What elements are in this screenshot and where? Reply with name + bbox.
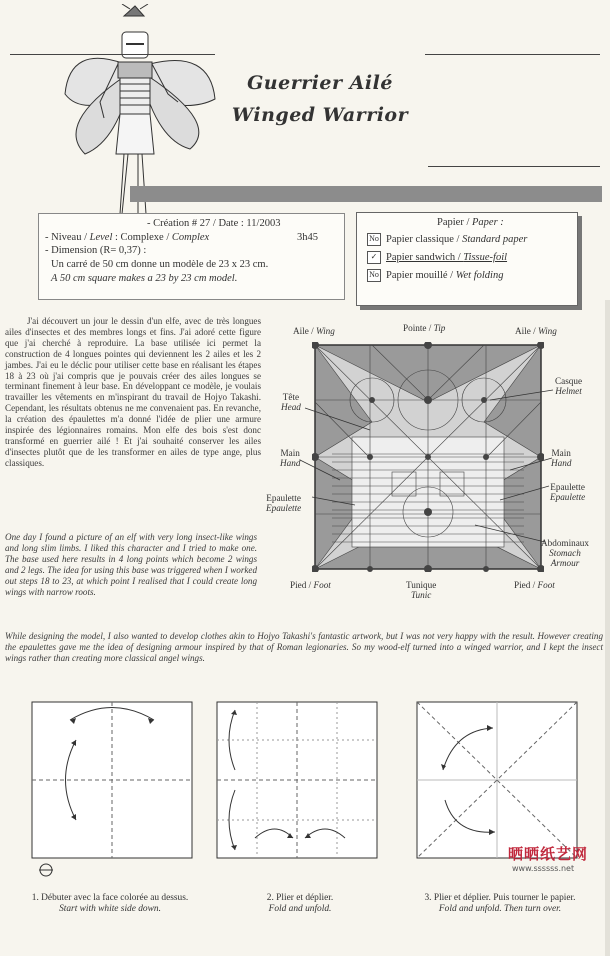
label-wing-right-en: Wing — [537, 326, 557, 336]
label-wing-left-fr: Aile / — [293, 326, 316, 336]
dimension-fr: Un carré de 50 cm donne un modèle de 23 x 23 cm. — [51, 259, 269, 270]
step-3-diagram — [415, 700, 580, 860]
turn-over-icon — [38, 862, 54, 878]
label-epaulette-right-en: Epaulette — [550, 492, 586, 502]
paper-option-wet — [367, 269, 503, 282]
description-french: J'ai découvert un jour le dessin d'un elfe, avec de très longues ailes d'insectes et des membres longs et fins. J'ai adoré cette figure que j'ai cherché à reproduire. La base utilisée ici permet la construction de 4 longues pointes qui deviennent les 2 ailes et les 2 jambes. J'ai eu le déclic pour utiliser cette base en réalisant les étapes 18 à 23 où j'ai compris que je pouvais créer des ailes longues se terminant finement à leur base. En développant ce modèle, je voulais travailler les vêtements en m'inspirant du travail de Hojyo Takashi. Cependant, les résultats obtenus ne me convenaient pas. En revanche, la création des épaulettes m'a donné l'idée de plier une armure inspirée des légionnaires romains. Mon elfe des bois s'est donc transformé en guerrier ailé ! Et j'ai souhaité conserver les ailes d'insectes plutôt que de les transformer en ailes de type ange, plus classiques. — [5, 316, 261, 468]
paper-tissue-check-icon: ✓ — [367, 251, 381, 264]
step-2-diagram — [215, 700, 380, 860]
label-epaulette-left-fr: Epaulette — [266, 493, 301, 503]
step-3-fr: 3. Plier et déplier. Puis tourner le papier. — [424, 893, 576, 903]
label-hand-left-fr: Main — [280, 448, 300, 458]
label-foot-left-en: Foot — [313, 580, 331, 590]
step-2-fr: 2. Plier et déplier. — [266, 893, 334, 903]
label-hand-right-en: Hand — [551, 458, 572, 468]
creation-line: - Création # 27 / Date : 11/2003 — [147, 218, 281, 229]
label-tip-fr: Pointe / — [403, 323, 434, 333]
label-hand-right — [551, 448, 571, 468]
label-hand-left-en: Hand — [280, 458, 301, 468]
label-tunic-fr: Tunique — [406, 580, 437, 590]
paper-tissue-fr: Papier sandwich / — [386, 251, 464, 263]
paper-header — [437, 217, 504, 228]
top-rule-right — [425, 54, 600, 55]
description-english-continued: While designing the model, I also wanted to develop clothes akin to Hojyo Takashi's fantastic artwork, but I was not very happy with the result. However creating the epaulettes gave me the idea of designing armour inspired by that of Roman legionaries. So my wood-elf turned into a winged warrior, and I kept the insect wings rather than creating more classical angel wings. — [5, 631, 603, 663]
label-helmet-en: Helmet — [555, 386, 582, 396]
level-value: : Complexe / — [112, 232, 172, 243]
label-abdominaux-en: Stomach — [549, 548, 581, 558]
dimension-en: A 50 cm square makes a 23 by 23 cm model. — [51, 273, 238, 284]
crease-pattern-leaders — [260, 320, 610, 620]
step-2-caption — [220, 893, 380, 915]
step-2-en: Fold and unfold. — [268, 904, 332, 914]
step-1-fr: 1. Débuter avec la face colorée au dessus. — [31, 893, 189, 903]
paper-standard-en: Standard paper — [462, 233, 528, 245]
label-tunic-en: Tunic — [410, 590, 432, 600]
description-english: One day I found a picture of an elf with very long insect-like wings and long slim limbs. I liked this character and I tried to make one. The base used here results in 4 long points which become 2 wings and 2 legs. The idea for using this base was triggered when I worked out steps 18 to 23, at which point I realised that I could create long wings with narrow roots. — [5, 532, 257, 597]
label-tip-en: Tip — [433, 323, 446, 333]
level-line — [45, 231, 209, 244]
label-helmet-fr: Casque — [555, 376, 583, 386]
label-wing-left-en: Wing — [315, 326, 335, 336]
label-abdominaux-fr: Abdominaux — [541, 538, 589, 548]
paper-tissue-en: Tissue-foil — [463, 251, 508, 263]
label-head-en: Head — [281, 402, 301, 412]
step-1-caption — [20, 893, 200, 915]
model-info-box — [38, 213, 345, 300]
paper-header-fr: Papier / — [437, 217, 472, 228]
step-3-caption — [410, 893, 590, 915]
label-tip — [403, 323, 445, 333]
label-wing-right-fr: Aile / — [515, 326, 538, 336]
label-wing-left — [293, 326, 335, 336]
page-edge — [605, 300, 610, 956]
label-abdominaux — [541, 538, 589, 568]
step-3-en: Fold and unfold. Then turn over. — [438, 904, 562, 914]
level-label: - Niveau / — [45, 232, 90, 243]
label-foot-right — [514, 580, 555, 590]
label-foot-left — [290, 580, 331, 590]
label-foot-right-en: Foot — [537, 580, 555, 590]
title-english: Winged Warrior — [231, 104, 409, 126]
step-1-diagram — [30, 700, 195, 860]
paper-header-en: Paper : — [472, 217, 504, 228]
label-helmet — [555, 376, 582, 396]
label-epaulette-right-fr: Epaulette — [550, 482, 585, 492]
header-bar — [130, 186, 602, 202]
paper-wet-mark: No — [367, 269, 381, 282]
level-label-en: Level — [89, 232, 113, 243]
step-1-en: Start with white side down. — [59, 904, 161, 914]
label-foot-left-fr: Pied / — [290, 580, 314, 590]
label-hand-left — [280, 448, 300, 468]
label-epaulette-left — [266, 493, 301, 513]
paper-option-tissue-foil — [367, 251, 507, 264]
label-epaulette-right — [550, 482, 585, 502]
top-rule — [10, 54, 215, 55]
label-head — [281, 392, 301, 412]
label-wing-right — [515, 326, 557, 336]
paper-wet-fr: Papier mouillé / — [386, 269, 456, 281]
paper-wet-en: Wet folding — [455, 269, 504, 281]
label-abdominaux-en2: Armour — [550, 558, 580, 568]
watermark-url: www.ssssss.net — [512, 864, 575, 873]
watermark-logo: 晒晒纸艺网 — [508, 845, 589, 863]
label-hand-right-fr: Main — [551, 448, 571, 458]
time-value: 3h45 — [297, 232, 318, 243]
paper-standard-fr: Papier classique / — [386, 233, 463, 245]
paper-standard-mark: No — [367, 233, 381, 246]
dimension-line: - Dimension (R= 0,37) : — [45, 245, 147, 256]
level-value-en: Complex — [171, 232, 210, 243]
title-rule — [428, 166, 600, 167]
label-foot-right-fr: Pied / — [514, 580, 538, 590]
paper-option-standard — [367, 233, 527, 246]
label-epaulette-left-en: Epaulette — [266, 503, 302, 513]
label-head-fr: Tête — [282, 392, 300, 402]
paper-type-box — [356, 212, 578, 306]
label-tunic — [406, 580, 436, 600]
title-french: Guerrier Ailé — [247, 72, 393, 94]
